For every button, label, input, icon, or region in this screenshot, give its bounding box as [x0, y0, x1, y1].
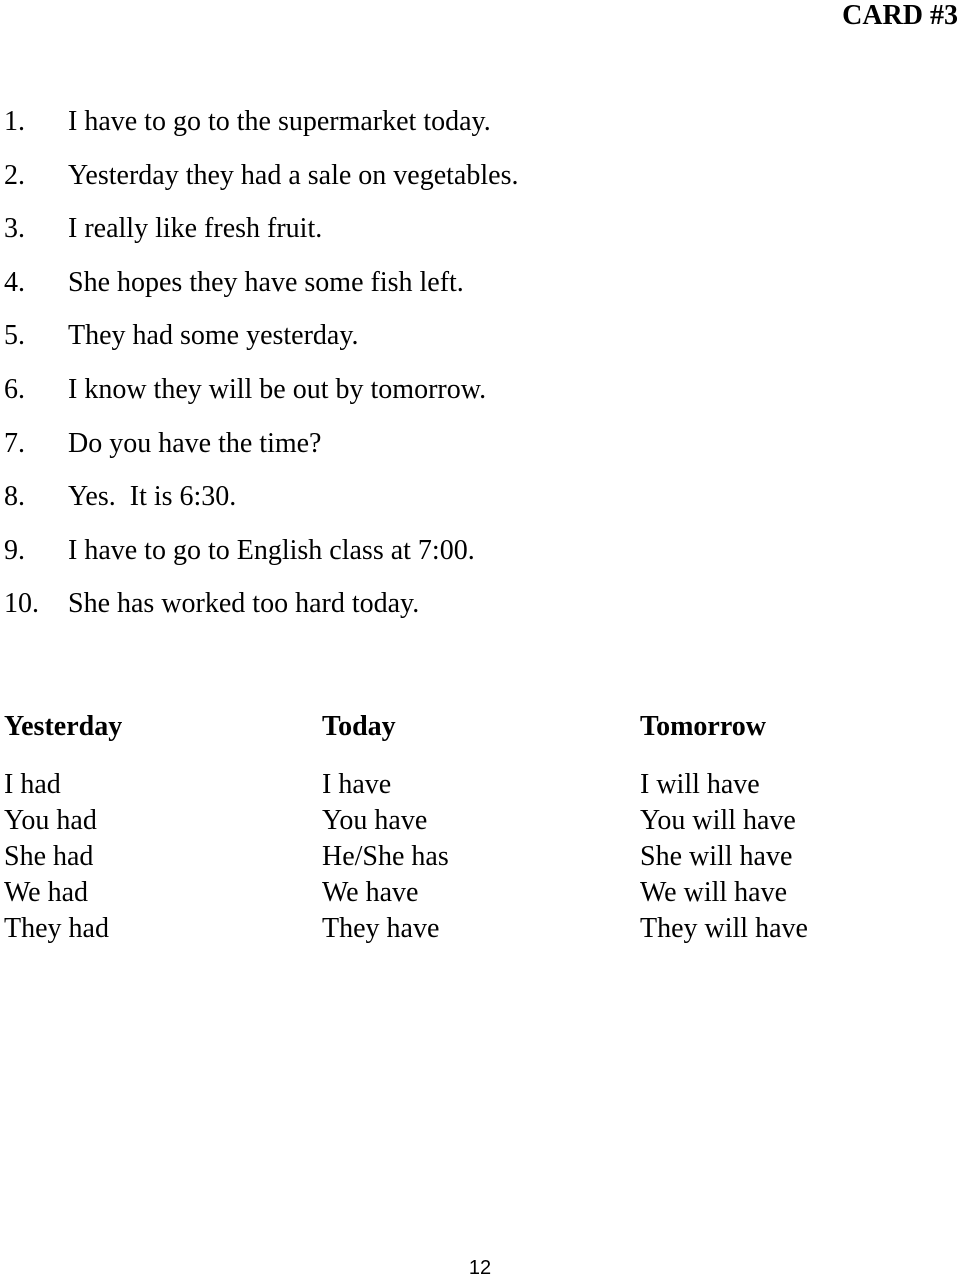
- table-cell: They had: [4, 913, 109, 944]
- sentence-item: [4, 533, 518, 587]
- sentence-number: 4.: [4, 266, 25, 298]
- table-cell: We have: [322, 877, 419, 908]
- sentence-text: I have to go to the supermarket today.: [68, 106, 491, 137]
- sentence-text: I have to go to English class at 7:00.: [68, 534, 475, 566]
- sentence-number: 1.: [4, 106, 25, 137]
- sentence-text: I really like fresh fruit.: [68, 213, 323, 245]
- table-cell: You will have: [640, 805, 796, 836]
- table-cell: You had: [4, 805, 97, 836]
- sentence-number: 10.: [4, 588, 39, 620]
- sentence-text: She has worked too hard today.: [68, 588, 420, 620]
- sentence-item: [4, 158, 518, 212]
- sentence-item: [4, 318, 518, 372]
- sentence-item: [4, 586, 518, 640]
- sentence-item: [4, 426, 518, 480]
- table-row: [4, 911, 956, 947]
- sentence-number: 6.: [4, 373, 25, 405]
- sentence-item: [4, 211, 518, 265]
- table-cell: I will have: [640, 769, 760, 800]
- conjugation-table: [4, 707, 956, 947]
- table-row: [4, 767, 956, 803]
- table-cell: They will have: [640, 913, 808, 944]
- table-row: [4, 839, 956, 875]
- sentence-number: 3.: [4, 213, 25, 245]
- column-header-yesterday: Yesterday: [4, 711, 123, 742]
- table-cell: We had: [4, 877, 89, 908]
- table-row: [4, 875, 956, 911]
- table-cell: She will have: [640, 841, 793, 872]
- sentence-item: [4, 372, 518, 426]
- page-number: 12: [468, 1257, 492, 1279]
- sentence-number: 9.: [4, 534, 25, 566]
- sentence-item: [4, 479, 518, 533]
- sentence-text: She hopes they have some fish left.: [68, 266, 464, 298]
- column-header-tomorrow: Tomorrow: [640, 711, 766, 742]
- sentence-list: [4, 104, 518, 640]
- sentence-text: Yes. It is 6:30.: [68, 481, 237, 513]
- sentence-number: 8.: [4, 481, 25, 513]
- sentence-number: 2.: [4, 159, 25, 191]
- table-cell: She had: [4, 841, 94, 872]
- sentence-text: I know they will be out by tomorrow.: [68, 373, 487, 405]
- card-title: CARD #3: [842, 0, 958, 31]
- sentence-number: 5.: [4, 320, 25, 352]
- sentence-item: [4, 104, 518, 158]
- table-cell: He/She has: [322, 841, 449, 872]
- sentence-item: [4, 265, 518, 319]
- sentence-number: 7.: [4, 427, 25, 459]
- sentence-text: Do you have the time?: [68, 427, 322, 459]
- table-header-row: [4, 707, 956, 767]
- sentence-text: They had some yesterday.: [68, 320, 359, 352]
- table-cell: We will have: [640, 877, 788, 908]
- column-header-today: Today: [322, 711, 396, 742]
- table-row: [4, 803, 956, 839]
- table-cell: You have: [322, 805, 428, 836]
- table-cell: I have: [322, 769, 392, 800]
- table-cell: They have: [322, 913, 440, 944]
- sentence-text: Yesterday they had a sale on vegetables.: [68, 159, 519, 191]
- table-cell: I had: [4, 769, 61, 800]
